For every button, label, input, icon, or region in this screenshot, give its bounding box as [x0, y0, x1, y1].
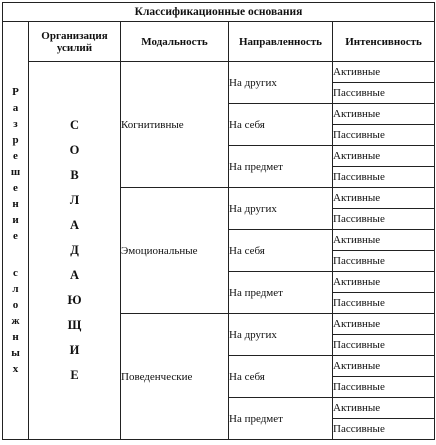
vertical-letter: н — [12, 197, 19, 210]
intensity-header: Интенсивность — [333, 22, 435, 62]
vertical-letter: ш — [10, 165, 21, 178]
direction-cell: На себя — [229, 104, 333, 146]
vertical-letter: л — [12, 282, 19, 295]
vertical-letter: е — [13, 229, 18, 242]
direction-cell: На других — [229, 188, 333, 230]
vertical-letter: х — [12, 362, 19, 375]
classification-table — [2, 2, 435, 440]
intensity-cell: Активные — [333, 356, 435, 377]
vertical-letter: В — [70, 168, 79, 182]
intensity-cell: Активные — [333, 230, 435, 251]
vertical-letter: и — [12, 213, 19, 226]
table-title: Классификационные основания — [3, 3, 435, 22]
vertical-letter: С — [69, 118, 80, 132]
direction-cell: На предмет — [229, 398, 333, 440]
coping-label-column — [29, 62, 121, 440]
intensity-cell: Пассивные — [333, 209, 435, 230]
vertical-letter: Л — [69, 193, 80, 207]
vertical-letter: Д — [70, 243, 79, 257]
vertical-letter: е — [13, 149, 18, 162]
modality-cell: Эмоциональные — [121, 188, 229, 314]
intensity-cell: Активные — [333, 314, 435, 335]
coping-label — [29, 120, 120, 381]
intensity-cell: Пассивные — [333, 251, 435, 272]
intensity-cell: Пассивные — [333, 125, 435, 146]
intensity-cell: Активные — [333, 104, 435, 125]
intensity-cell: Пассивные — [333, 83, 435, 104]
direction-cell: На других — [229, 62, 333, 104]
vertical-letter: А — [69, 218, 80, 232]
intensity-cell: Пассивные — [333, 167, 435, 188]
intensity-cell: Активные — [333, 62, 435, 83]
modality-cell: Когнитивные — [121, 62, 229, 188]
effort-organization-header: Организация усилий — [29, 22, 121, 62]
vertical-letter: р — [12, 133, 19, 146]
header-row — [3, 22, 435, 62]
vertical-letter: Р — [12, 85, 19, 98]
intensity-cell: Активные — [333, 146, 435, 167]
vertical-letter: И — [69, 343, 80, 357]
vertical-letter: ж — [11, 314, 20, 327]
vertical-letter: с — [13, 266, 18, 279]
intensity-cell: Активные — [333, 272, 435, 293]
intensity-cell: Пассивные — [333, 335, 435, 356]
resolution-label-column — [3, 22, 29, 440]
modality-cell: Поведенческие — [121, 314, 229, 440]
table-row — [3, 62, 435, 83]
direction-header: Направленность — [229, 22, 333, 62]
direction-cell: На себя — [229, 356, 333, 398]
intensity-cell: Пассивные — [333, 293, 435, 314]
vertical-letter: ы — [11, 346, 20, 359]
vertical-letter: н — [12, 330, 19, 343]
vertical-letter: е — [13, 181, 18, 194]
vertical-letter: о — [12, 298, 19, 311]
vertical-letter: А — [69, 268, 80, 282]
vertical-letter: О — [69, 143, 80, 157]
title-row — [3, 3, 435, 22]
direction-cell: На себя — [229, 230, 333, 272]
intensity-cell: Пассивные — [333, 419, 435, 440]
intensity-cell: Пассивные — [333, 377, 435, 398]
vertical-letter: а — [12, 101, 19, 114]
vertical-letter: з — [13, 117, 18, 130]
direction-cell: На предмет — [229, 272, 333, 314]
direction-cell: На других — [229, 314, 333, 356]
resolution-label — [3, 87, 28, 375]
vertical-letter: Е — [70, 368, 79, 382]
intensity-cell: Активные — [333, 398, 435, 419]
intensity-cell: Активные — [333, 188, 435, 209]
table-wrapper — [2, 2, 434, 443]
vertical-letter: Ю — [67, 293, 82, 307]
modality-header: Модальность — [121, 22, 229, 62]
direction-cell: На предмет — [229, 146, 333, 188]
vertical-letter: Щ — [67, 318, 82, 332]
